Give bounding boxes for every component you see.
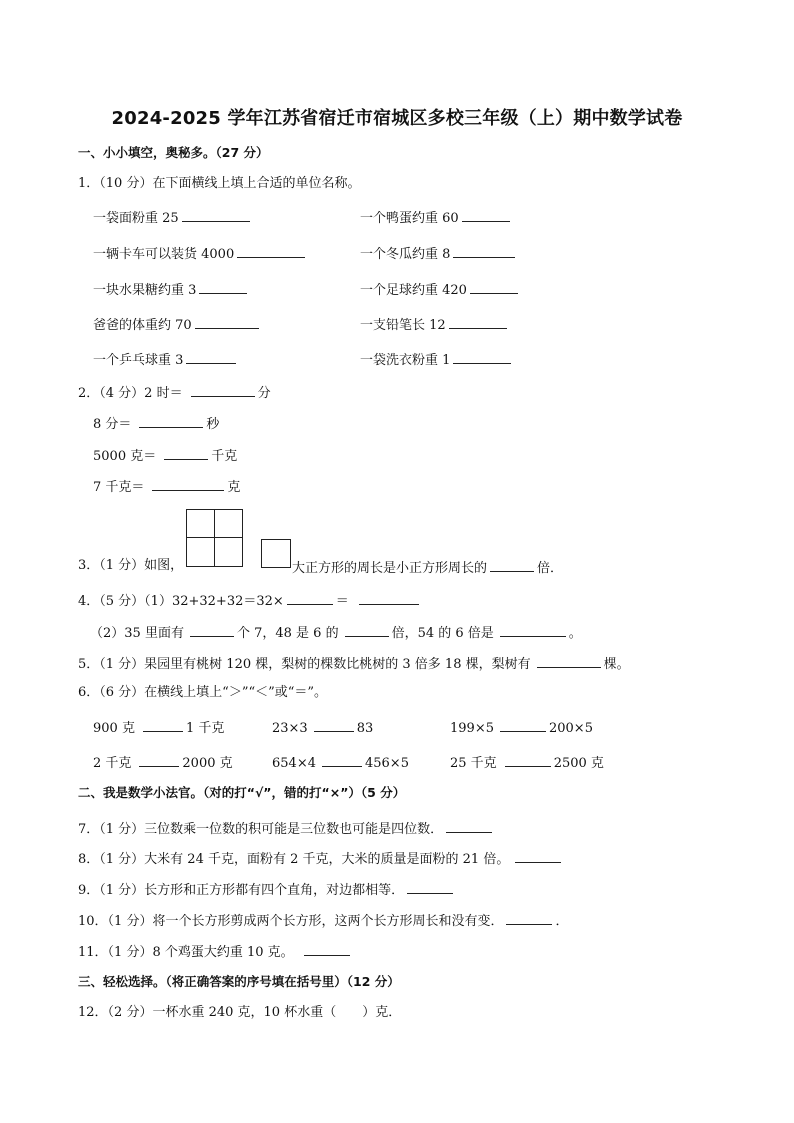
answer-blank[interactable]	[287, 590, 333, 605]
q1-right-item: 一个鸭蛋约重 60	[360, 207, 513, 228]
compare-item: 654×4 456×5	[272, 752, 409, 773]
answer-blank[interactable]	[199, 279, 247, 294]
answer-blank[interactable]	[152, 476, 224, 491]
answer-blank[interactable]	[453, 349, 511, 364]
large-square-figure	[186, 509, 243, 567]
question-10: 10．（1 分）将一个长方形剪成两个长方形，这两个长方形周长和没有变． ．	[78, 910, 568, 931]
answer-blank[interactable]	[462, 207, 510, 222]
answer-blank[interactable]	[322, 752, 362, 767]
q1-left-item: 一袋面粉重 25	[93, 207, 253, 228]
question-2-line: 2．（4 分）2 时＝ 分	[78, 382, 271, 403]
answer-blank[interactable]	[490, 557, 534, 572]
answer-blank[interactable]	[139, 752, 179, 767]
compare-item: 23×3 83	[272, 717, 373, 738]
section-heading-1: 一、小小填空，奥秘多。（27 分）	[78, 145, 269, 160]
answer-blank[interactable]	[500, 717, 546, 732]
answer-blank[interactable]	[449, 314, 507, 329]
question-7: 7．（1 分）三位数乘一位数的积可能是三位数也可能是四位数．	[78, 818, 495, 839]
q1-left-item: 一块水果糖约重 3	[93, 279, 250, 300]
question-5: 5．（1 分）果园里有桃树 120 棵，梨树的棵数比桃树的 3 倍多 18 棵，梨树有 棵。	[78, 653, 630, 674]
answer-blank[interactable]	[182, 207, 250, 222]
q1-right-item: 一个足球约重 420	[360, 279, 521, 300]
answer-blank[interactable]	[446, 818, 492, 833]
question-8: 8．（1 分）大米有 24 千克，面粉有 2 千克，大米的质量是面粉的 21 倍。	[78, 848, 564, 869]
question-4-line-2: （2）35 里面有 个 7，48 是 6 的 倍，54 的 6 倍是 。	[90, 622, 582, 643]
answer-blank[interactable]	[143, 717, 183, 732]
question-4-line-1: 4．（5 分）（1）32+32+32＝32× ＝	[78, 590, 422, 611]
section-heading-3: 三、轻松选择。（将正确答案的序号填在括号里）（12 分）	[78, 974, 400, 989]
question-2-line: 5000 克＝ 千克	[93, 445, 237, 466]
question-11: 11．（1 分）8 个鸡蛋大约重 10 克。	[78, 941, 353, 962]
question-12: 12．（2 分）一杯水重 240 克，10 杯水重（ ）克．	[78, 1005, 402, 1020]
q1-right-item: 一支铅笔长 12	[360, 314, 510, 335]
answer-blank[interactable]	[505, 752, 551, 767]
section-heading-2: 二、我是数学小法官。（对的打“√”，错的打“×”）（5 分）	[78, 785, 406, 800]
answer-blank[interactable]	[304, 941, 350, 956]
compare-item: 25 千克 2500 克	[450, 752, 604, 773]
answer-blank[interactable]	[537, 653, 601, 668]
compare-item: 900 克 1 千克	[93, 717, 224, 738]
compare-item: 199×5 200×5	[450, 717, 593, 738]
compare-item: 2 千克 2000 克	[93, 752, 233, 773]
question-2-line: 7 千克＝ 克	[93, 476, 240, 497]
question-3-prefix: 3．（1 分）如图，	[78, 558, 184, 573]
answer-blank[interactable]	[470, 279, 518, 294]
q1-left-item: 一辆卡车可以装货 4000	[93, 243, 308, 264]
question-9: 9．（1 分）长方形和正方形都有四个直角，对边都相等．	[78, 879, 456, 900]
answer-blank[interactable]	[164, 445, 208, 460]
answer-blank[interactable]	[515, 848, 561, 863]
answer-blank[interactable]	[500, 622, 566, 637]
answer-blank[interactable]	[195, 314, 259, 329]
q1-left-item: 一个乒乓球重 3	[93, 349, 239, 370]
q1-right-item: 一袋洗衣粉重 1	[360, 349, 514, 370]
answer-blank[interactable]	[453, 243, 515, 258]
answer-blank[interactable]	[359, 590, 419, 605]
answer-blank[interactable]	[237, 243, 305, 258]
answer-blank[interactable]	[190, 622, 234, 637]
question-1-stem: 1．（10 分）在下面横线上填上合适的单位名称。	[78, 176, 361, 191]
answer-blank[interactable]	[314, 717, 354, 732]
q1-left-item: 爸爸的体重约 70	[93, 314, 262, 335]
question-2-line: 8 分＝ 秒	[93, 413, 219, 434]
question-3-text: 大正方形的周长是小正方形周长的 倍．	[292, 557, 563, 578]
answer-blank[interactable]	[407, 879, 453, 894]
small-square-figure	[261, 539, 291, 568]
answer-blank[interactable]	[139, 413, 203, 428]
answer-blank[interactable]	[186, 349, 236, 364]
page-title: 2024-2025 学年江苏省宿迁市宿城区多校三年级（上）期中数学试卷	[111, 108, 683, 129]
q1-right-item: 一个冬瓜约重 8	[360, 243, 518, 264]
answer-blank[interactable]	[191, 382, 255, 397]
answer-blank[interactable]	[506, 910, 552, 925]
question-6-stem: 6．（6 分）在横线上填上“＞”“＜”或“＝”。	[78, 685, 328, 700]
answer-blank[interactable]	[345, 622, 389, 637]
